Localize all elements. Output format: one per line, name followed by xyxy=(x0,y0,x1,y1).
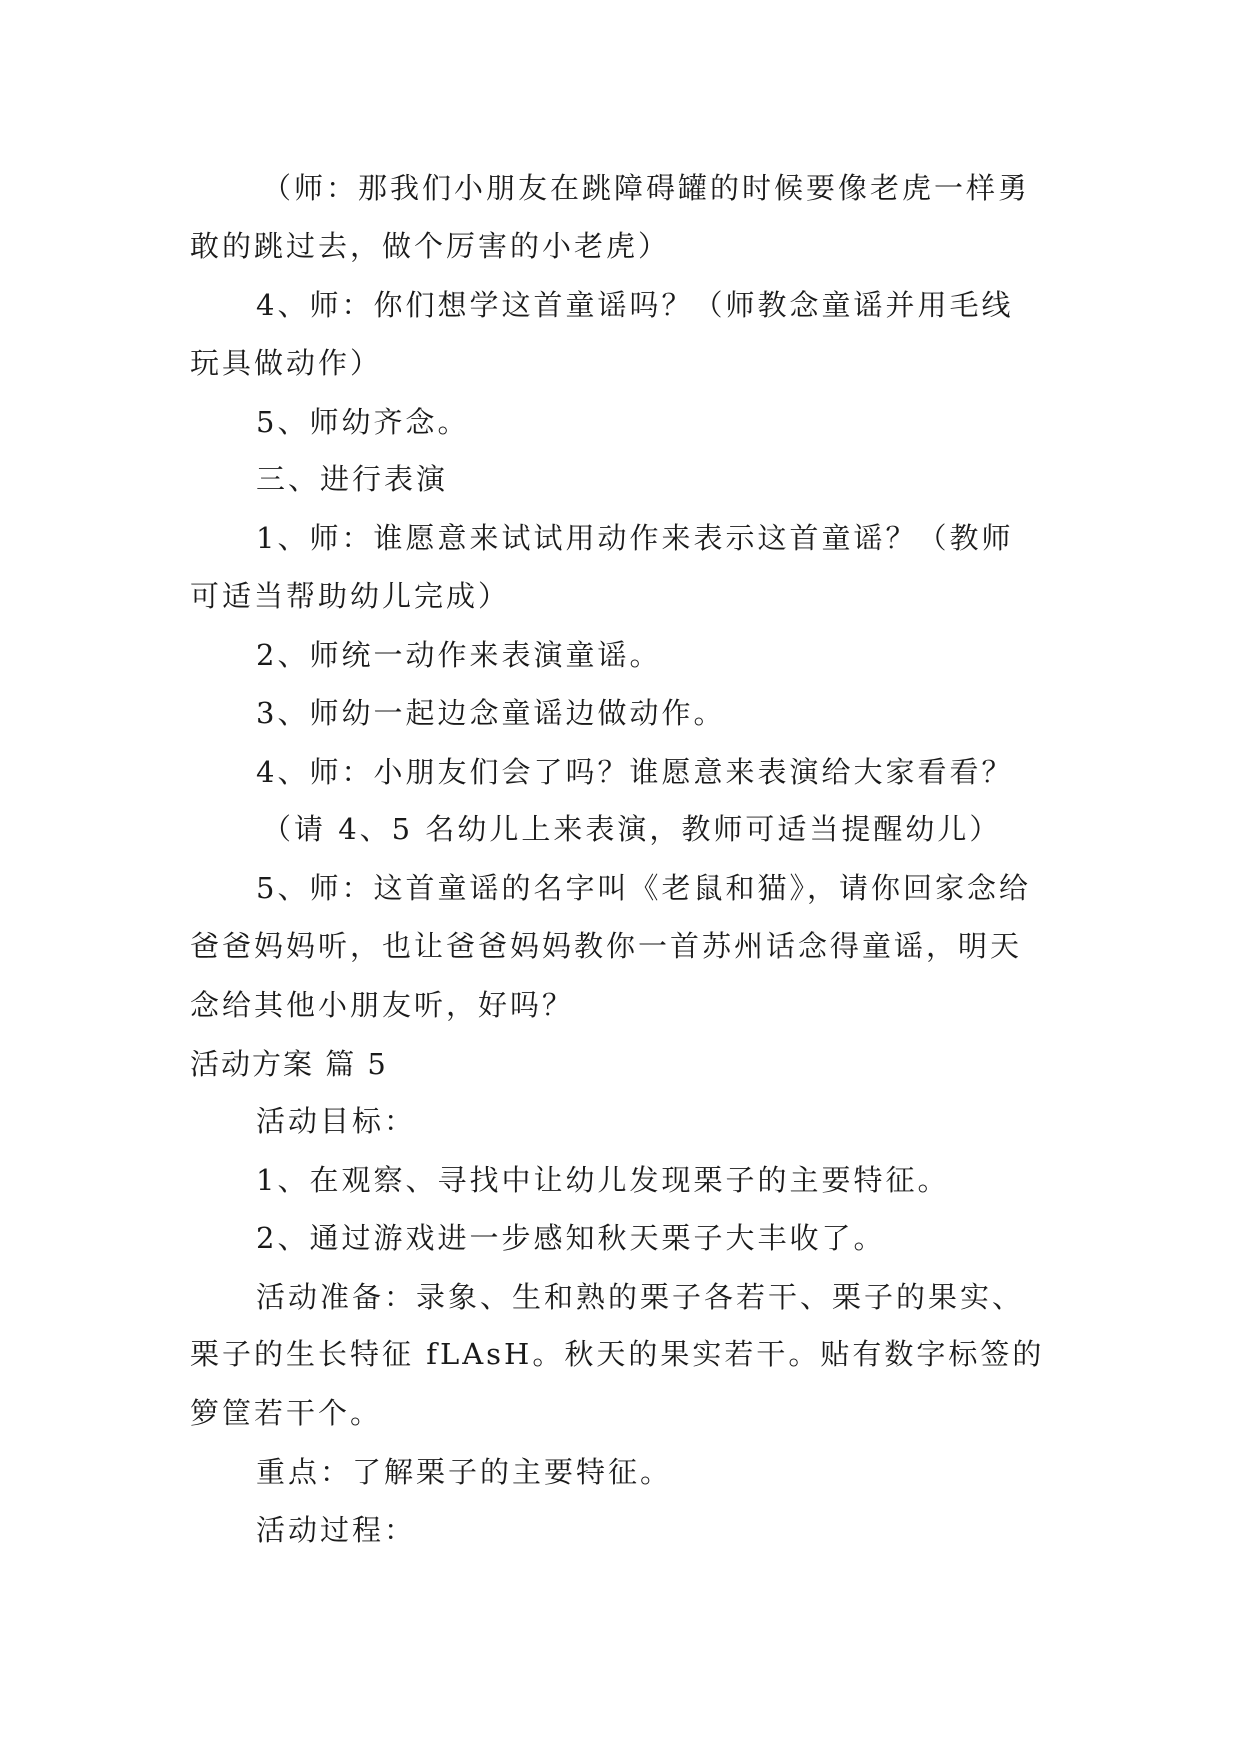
paragraph-line: （请 4、5 名幼儿上来表演，教师可适当提醒幼儿） xyxy=(262,812,1002,846)
section-heading: 活动过程： xyxy=(256,1513,417,1547)
paragraph-line: 爸爸妈妈听，也让爸爸妈妈教你一首苏州话念得童谣，明天 xyxy=(190,929,1023,963)
paragraph-line: 玩具做动作） xyxy=(190,346,383,380)
list-item-line: 3、师幼一起边念童谣边做动作。 xyxy=(256,696,726,730)
paragraph-line: 念给其他小朋友听，好吗？ xyxy=(190,988,575,1022)
section-heading: 活动目标： xyxy=(256,1104,417,1138)
list-item-line: 2、通过游戏进一步感知秋天栗子大丰收了。 xyxy=(256,1221,886,1255)
paragraph-line: 敢的跳过去，做个厉害的小老虎） xyxy=(190,229,671,263)
paragraph-line: 栗子的生长特征 fLAsH。秋天的果实若干。贴有数字标签的 xyxy=(190,1337,1045,1371)
section-heading: 三、进行表演 xyxy=(256,462,449,496)
paragraph-line: 可适当帮助幼儿完成） xyxy=(190,579,511,613)
paragraph-line: 箩筐若干个。 xyxy=(190,1396,383,1430)
list-item-line: 4、师：小朋友们会了吗？谁愿意来表演给大家看看？ xyxy=(256,755,1014,789)
list-item-line: 4、师：你们想学这首童谣吗？（师教念童谣并用毛线 xyxy=(256,288,1014,322)
list-item-line: 5、师幼齐念。 xyxy=(256,405,470,439)
paragraph-line: 重点：了解栗子的主要特征。 xyxy=(256,1455,673,1489)
list-item-line: 1、在观察、寻找中让幼儿发现栗子的主要特征。 xyxy=(256,1163,950,1197)
paragraph-line: （师：那我们小朋友在跳障碍罐的时候要像老虎一样勇 xyxy=(262,171,1031,205)
list-item-line: 2、师统一动作来表演童谣。 xyxy=(256,638,662,672)
list-item-line: 5、师：这首童谣的名字叫《老鼠和猫》，请你回家念给 xyxy=(256,871,1031,905)
paragraph-line: 活动准备：录象、生和熟的栗子各若干、栗子的果实、 xyxy=(256,1280,1025,1314)
article-heading: 活动方案 篇 5 xyxy=(190,1047,388,1081)
list-item-line: 1、师：谁愿意来试试用动作来表示这首童谣？（教师 xyxy=(256,521,1014,555)
